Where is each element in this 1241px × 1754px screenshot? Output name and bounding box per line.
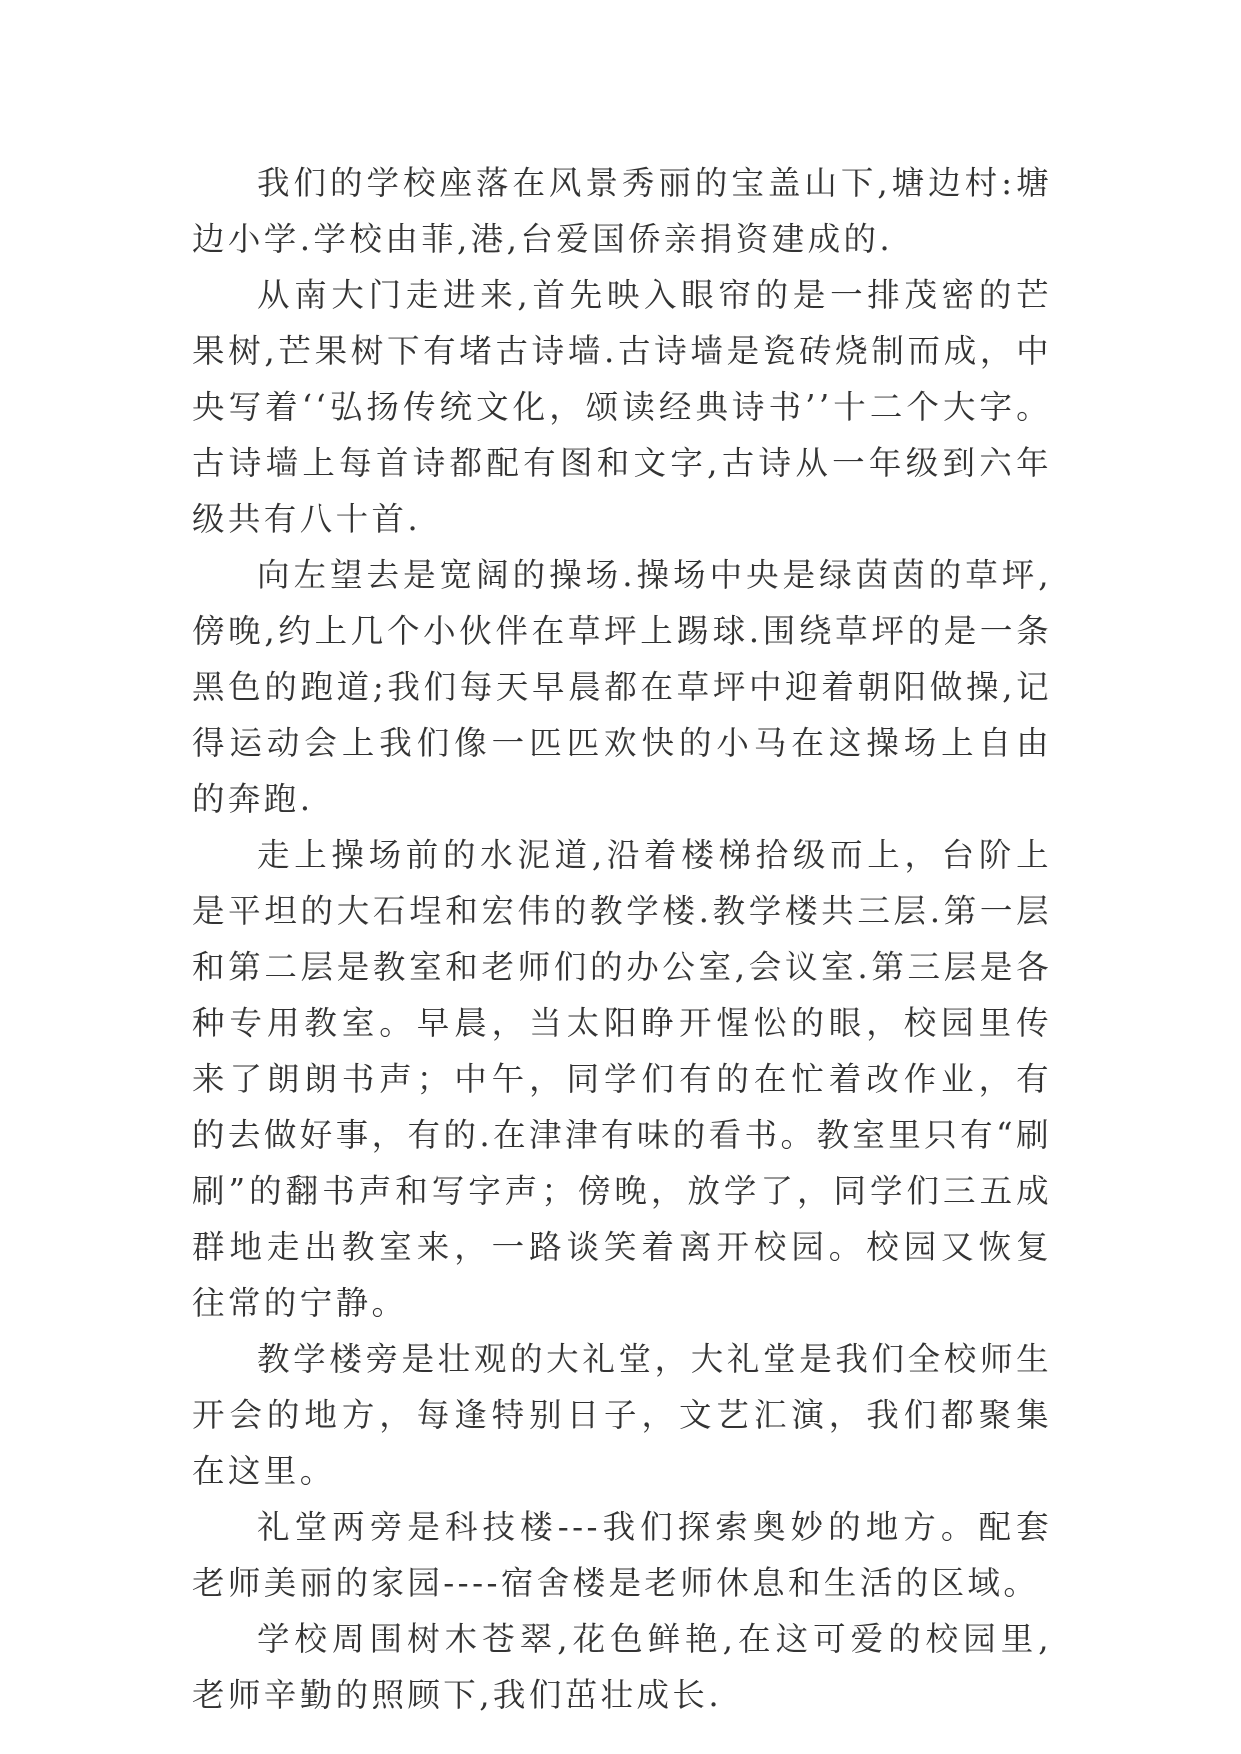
- document-body: [192, 155, 1052, 1723]
- paragraph-auditorium: 教学楼旁是壮观的大礼堂，大礼堂是我们全校师生开会的地方，每逢特别日子，文艺汇演，我们都聚集在这里。: [192, 1340, 1052, 1490]
- paragraph-poetry-wall: 从南大门走进来,首先映入眼帘的是一排茂密的芒果树,芒果树下有堵古诗墙.古诗墙是瓷砖烧制而成，中央写着‘‘弘扬传统文化，颂读经典诗书’’十二个大字。古诗墙上每首诗都配有图和文字,古诗从一年级到六年级共有八十首.: [192, 276, 1052, 538]
- paragraph-playground: 向左望去是宽阔的操场.操场中央是绿茵茵的草坪,傍晚,约上几个小伙伴在草坪上踢球.围绕草坪的是一条黑色的跑道;我们每天早晨都在草坪中迎着朝阳做操,记得运动会上我们像一匹匹欢快的小马在这操场上自由的奔跑.: [192, 556, 1052, 818]
- paragraph-teaching-building: 走上操场前的水泥道,沿着楼梯拾级而上，台阶上是平坦的大石埕和宏伟的教学楼.教学楼共三层.第一层和第二层是教室和老师们的办公室,会议室.第三层是各种专用教室。早晨，当太阳睁开惺忪的眼，校园里传来了朗朗书声；中午，同学们有的在忙着改作业，有的去做好事，有的.在津津有味的看书。教室里只有“刷刷”的翻书声和写字声；傍晚，放学了，同学们三五成群地走出教室来，一路谈笑着离开校园。校园又恢复往常的宁静。: [192, 836, 1052, 1322]
- paragraph-tech-building: 礼堂两旁是科技楼---我们探索奥妙的地方。配套老师美丽的家园----宿舍楼是老师休息和生活的区域。: [192, 1508, 1052, 1602]
- paragraph-closing: 学校周围树木苍翠,花色鲜艳,在这可爱的校园里,老师辛勤的照顾下,我们茁壮成长.: [192, 1620, 1052, 1714]
- paragraph-school-location: 我们的学校座落在风景秀丽的宝盖山下,塘边村:塘边小学.学校由菲,港,台爱国侨亲捐资建成的.: [192, 164, 1052, 258]
